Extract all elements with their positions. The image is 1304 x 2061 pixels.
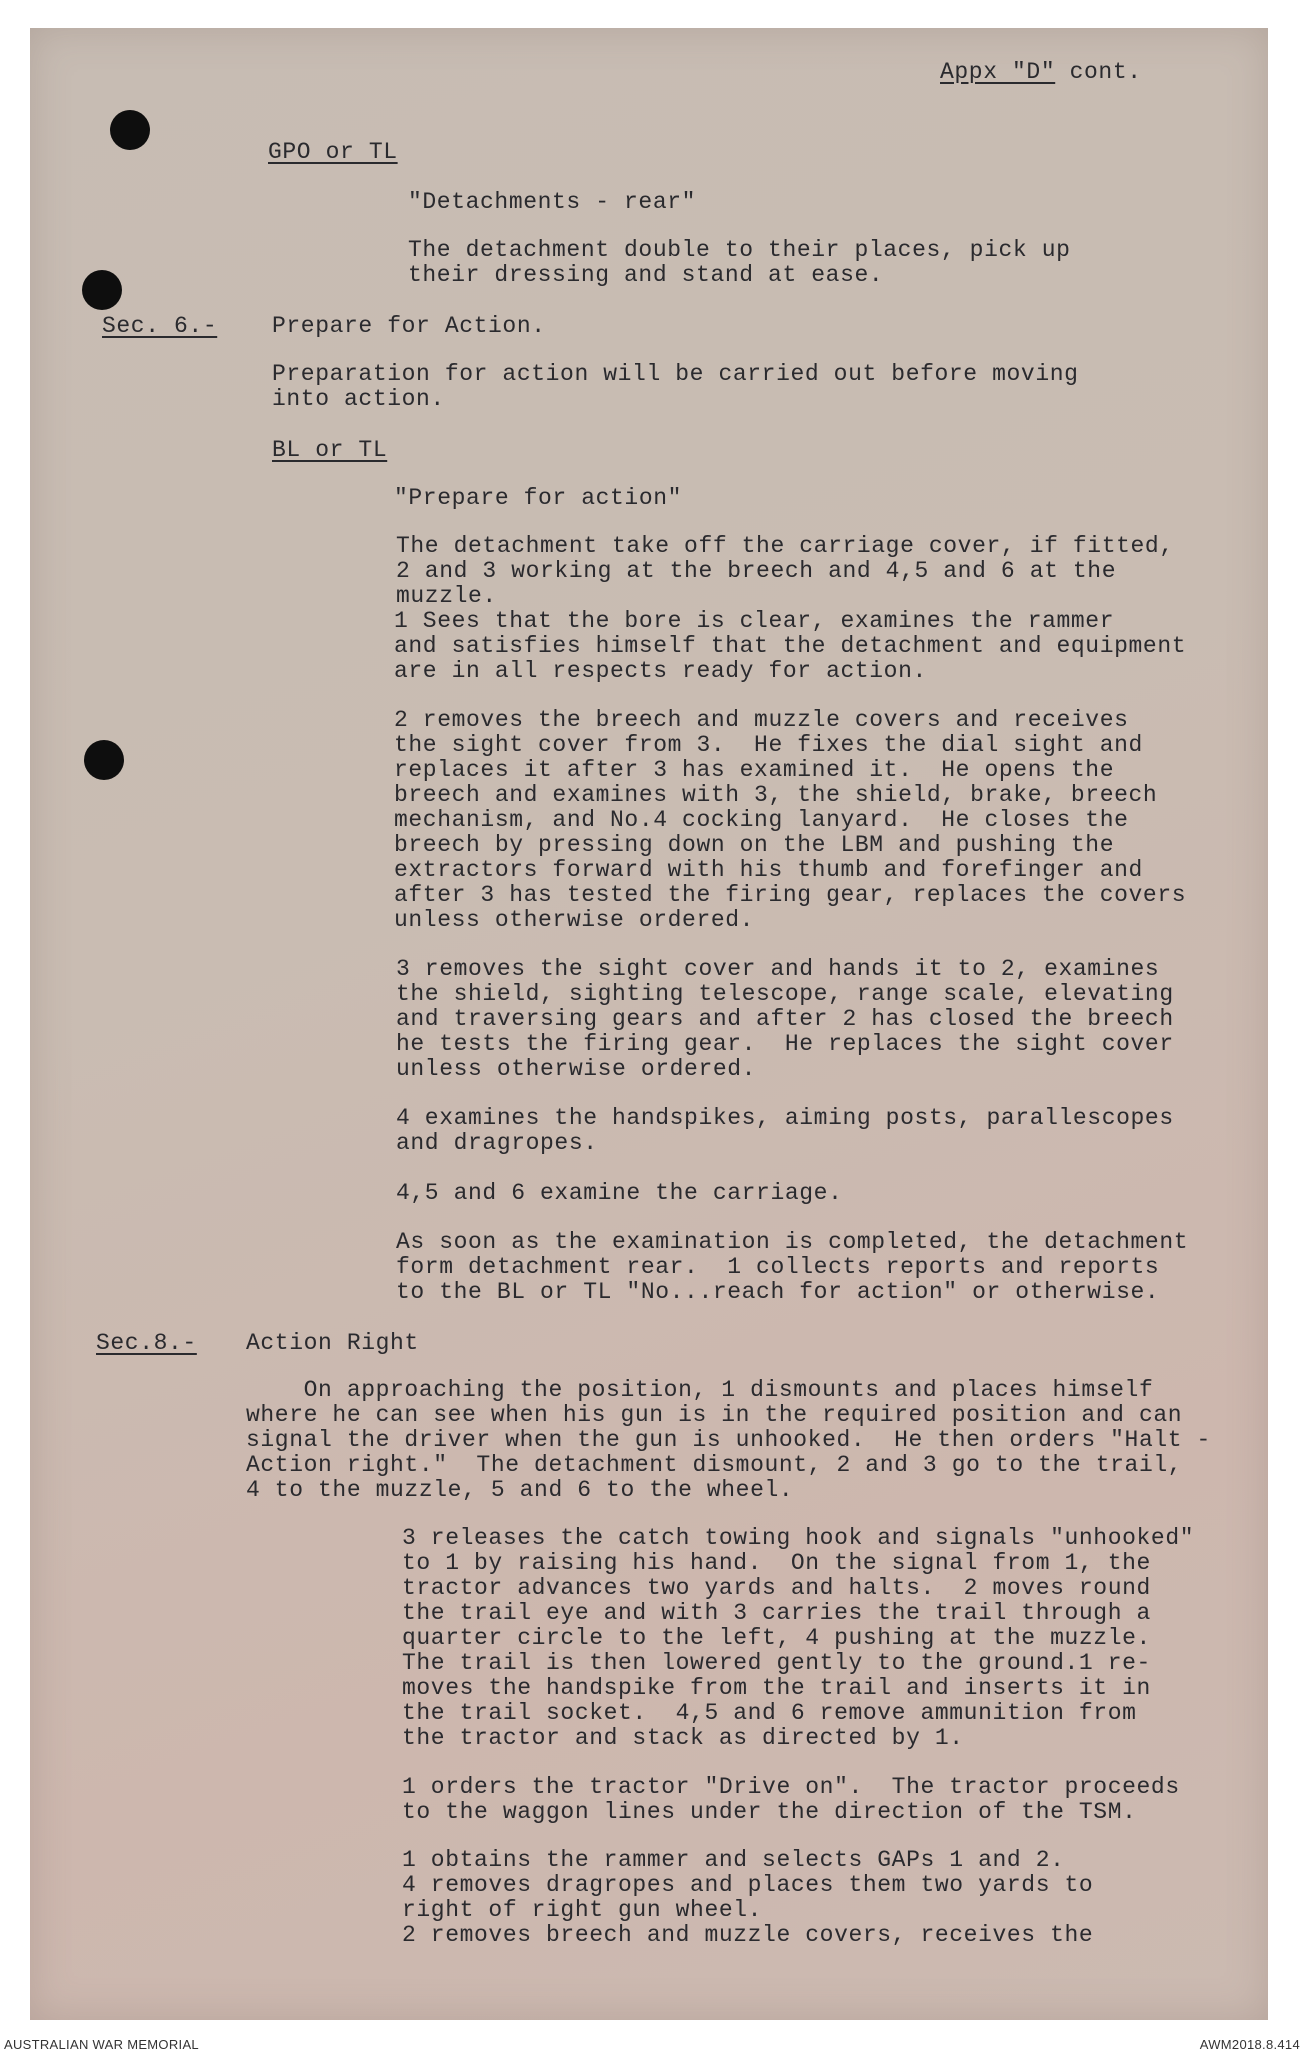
sec6-intro: Preparation for action will be carried out before moving into action. (272, 361, 1079, 412)
punch-hole-middle (84, 740, 124, 780)
paragraph-456: 4,5 and 6 examine the carriage. (396, 1180, 843, 1206)
footer-left: AUSTRALIAN WAR MEMORIAL (4, 2037, 199, 2052)
paragraph-no3: 3 removes the sight cover and hands it to 2, examines the shield, sighting telescope, range scale, elevating and traversing gears and after 2 has closed the breech he tests the firing gear. He replaces the sight cover unless otherwise ordered. (396, 956, 1174, 1082)
paragraph-carriage: The detachment take off the carriage cover, if fitted, 2 and 3 working at the breech and 4,5 and 6 at the muzzle. (396, 533, 1174, 609)
detachments-text: The detachment double to their places, pick up their dressing and stand at ease. (408, 237, 1071, 288)
paragraph-no2: 2 removes the breech and muzzle covers and receives the sight cover from 3. He fixes the dial sight and replaces it after 3 has examined it. He opens the breech and examines with 3, the shield, brake, breech mechanism, and No.4 cocking lanyard. He closes the breech by pressing down on the LBM and pushing the extractors forward with his thumb and forefinger and after 3 has tested the firing gear, replaces the covers unless otherwise ordered. (394, 707, 1187, 933)
sec6-title: Prepare for Action. (272, 313, 546, 339)
paragraph-drive: 1 orders the tractor "Drive on". The tractor proceeds to the waggon lines under the direction of the TSM. (402, 1774, 1180, 1825)
sec8-title: Action Right (246, 1330, 419, 1356)
detachments-order: "Detachments - rear" (408, 189, 697, 215)
paragraph-final: 1 obtains the rammer and selects GAPs 1 and 2. 4 removes dragropes and places them two yards to right of right gun wheel. 2 removes breech and muzzle covers, receives the (402, 1847, 1094, 1948)
paragraph-release: 3 releases the catch towing hook and signals "unhooked" to 1 by raising his hand. On the signal from 1, the tractor advances two yards and halts. 2 moves round the trail eye and with 3 carries the trail through a quarter circle to the left, 4 pushing at the muzzle. The trail is then lowered gently to the ground.1 re- moves the handspike from the trail and inserts it in the trail socket. 4,5 and 6 remove ammunition from the tractor and stack as directed by 1. (402, 1525, 1195, 1751)
punch-hole-upper (82, 270, 122, 310)
paragraph-complete: As soon as the examination is completed, the detachment form detachment rear. 1 collects reports and reports to the BL or TL "No...reach for action" or otherwise. (396, 1229, 1189, 1305)
paragraph-no4: 4 examines the handspikes, aiming posts, parallescopes and dragropes. (396, 1105, 1174, 1156)
sec8-label: Sec.8.- (96, 1330, 197, 1356)
bl-heading: BL or TL (272, 437, 388, 463)
document-page (30, 28, 1268, 2020)
appendix-suffix: cont. (1055, 59, 1142, 85)
gpo-heading: GPO or TL (268, 139, 398, 165)
paragraph-no1: 1 Sees that the bore is clear, examines the rammer and satisfies himself that the detachment and equipment are in all respects ready for action. (394, 608, 1187, 684)
sec6-label: Sec. 6.- (102, 313, 218, 339)
sec8-intro: On approaching the position, 1 dismounts and places himself where he can see when his gun is in the required position and can signal the driver when the gun is unhooked. He then orders "Halt - Action right." The detachment dismount, 2 and 3 go to the trail, 4 to the muzzle, 5 and 6 to the wheel. (246, 1377, 1211, 1503)
punch-hole-top (110, 110, 150, 150)
prepare-order: "Prepare for action" (394, 485, 683, 511)
appendix-label: Appx "D" (940, 59, 1056, 85)
appendix-heading (940, 60, 1142, 85)
footer-right: AWM2018.8.414 (1199, 2037, 1300, 2052)
